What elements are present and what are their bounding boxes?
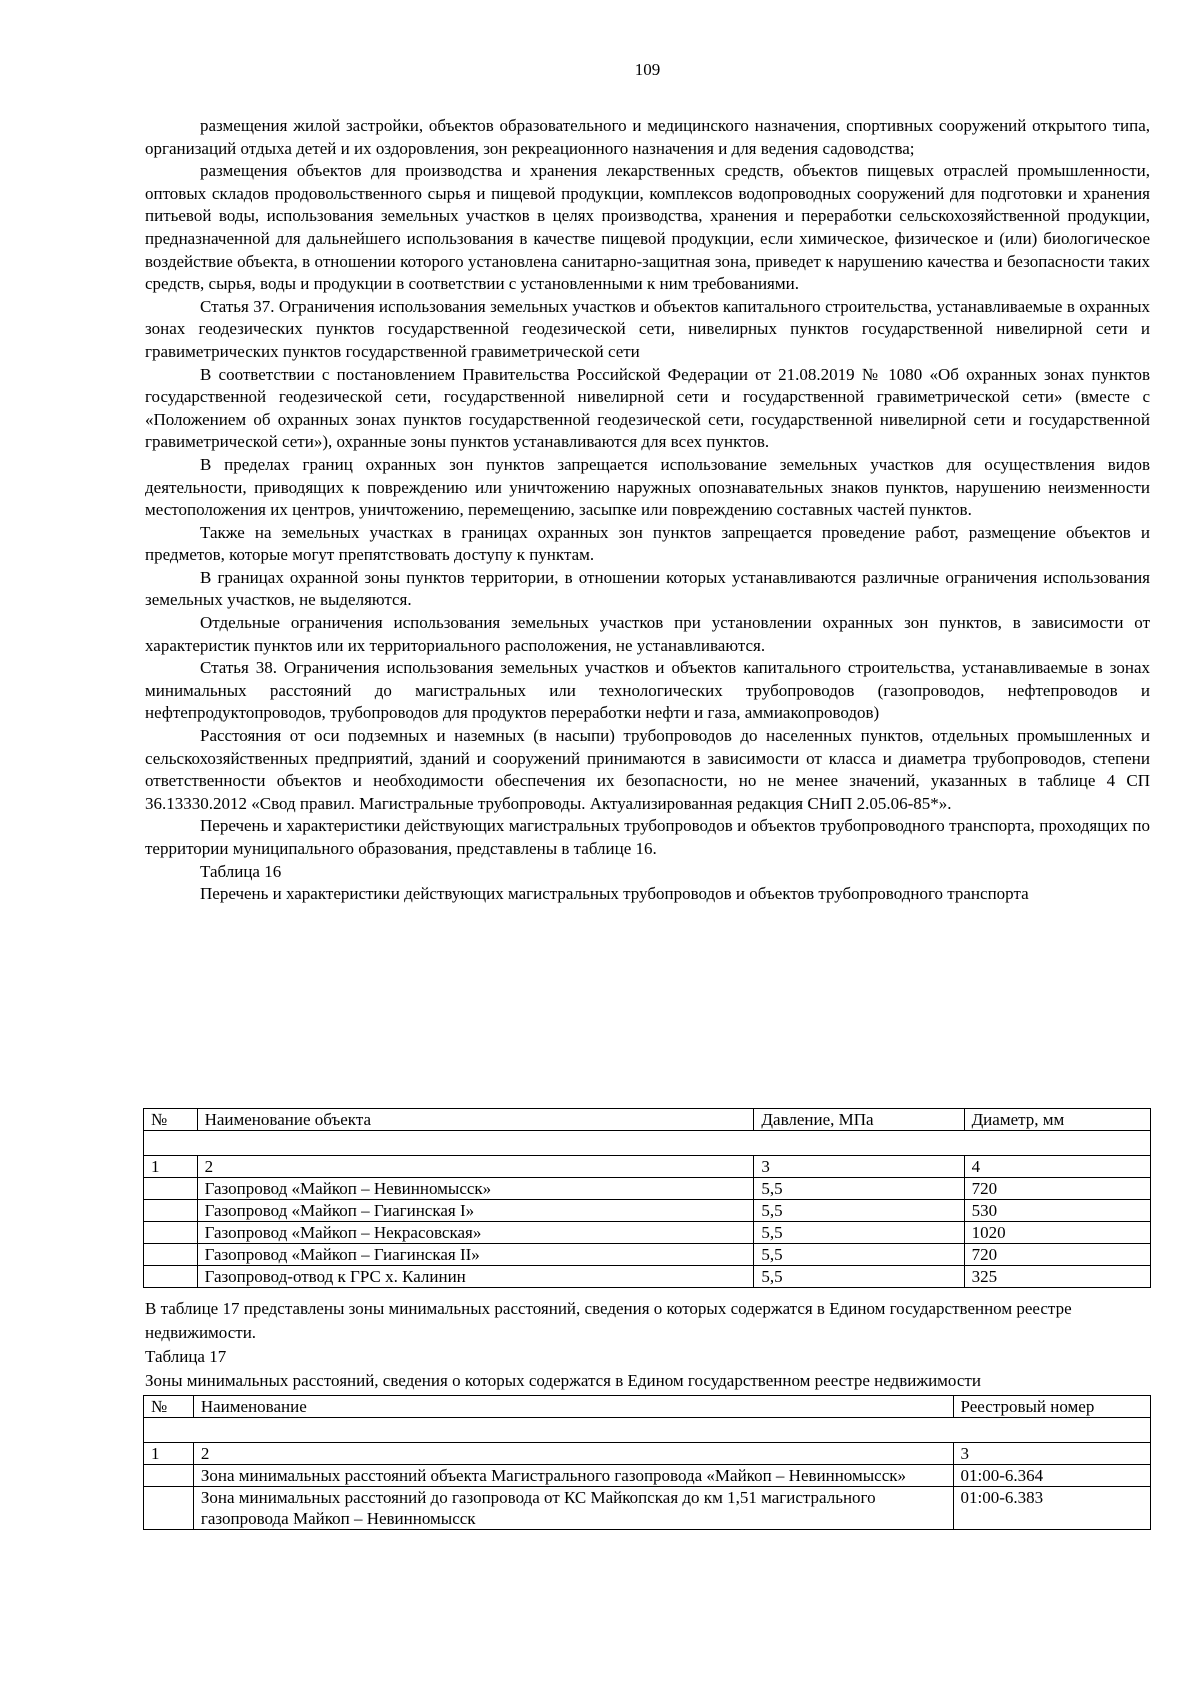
paragraph: Перечень и характеристики действующих магистральных трубопроводов и объектов трубопроводного транспорта, проходящих по территории муниципального образования, представлены в таблице 16. xyxy=(145,816,1150,858)
header-cell-number: № xyxy=(144,1109,198,1131)
pipeline-name: Газопровод «Майкоп – Некрасовская» xyxy=(197,1222,754,1244)
registry-number: 01:00-6.364 xyxy=(953,1465,1150,1487)
table-row xyxy=(144,1266,1151,1288)
text-between-tables xyxy=(145,1297,1150,1393)
paragraph: В соответствии с постановлением Правительства Российской Федерации от 21.08.2019 № 1080 «Об охранных зонах пунктов государственной геодезической сети, государственной нивелирной сети и государственной гравиметрической сети» (вместе с «Положением об охранных зонах пунктов государственной геодезической сети, государственной нивелирной сети и государственной гравиметрической сети»), охранные зоны пунктов устанавливаются для всех пунктов. xyxy=(145,364,1150,452)
pipeline-name: Газопровод «Майкоп – Невинномысск» xyxy=(197,1178,754,1200)
row-number xyxy=(144,1178,198,1200)
pipeline-name: Газопровод-отвод к ГРС х. Калинин xyxy=(197,1266,754,1288)
table-header-row xyxy=(144,1109,1151,1131)
article-38-heading: Статья 38. Ограничения использования земельных участков и объектов капитального строительства, устанавливаемые в зонах минимальных расстояний до магистральных или технологических трубопроводов (газопроводов, нефтепроводов и нефтепродуктопроводов, трубопроводов для продуктов переработки нефти и газа, аммиакопроводов) xyxy=(145,658,1150,723)
row-number xyxy=(144,1244,198,1266)
row-number xyxy=(144,1266,198,1288)
numbering-cell: 3 xyxy=(953,1443,1150,1465)
table-numbering-row xyxy=(144,1156,1151,1178)
numbering-cell: 3 xyxy=(754,1156,964,1178)
paragraph: В таблице 17 представлены зоны минимальных расстояний, сведения о которых содержатся в Едином государственном реестре недвижимости. xyxy=(145,1299,1072,1342)
zone-name: Зона минимальных расстояний объекта Магистрального газопровода «Майкоп – Невинномысск» xyxy=(193,1465,953,1487)
pipeline-name: Газопровод «Майкоп – Гиагинская II» xyxy=(197,1244,754,1266)
table-row xyxy=(144,1200,1151,1222)
table-numbering-row xyxy=(144,1443,1151,1465)
pipeline-diameter: 530 xyxy=(964,1200,1150,1222)
paragraph: В пределах границ охранных зон пунктов запрещается использование земельных участков для осуществления видов деятельности, приводящих к повреждению или уничтожению наружных опознавательных знаков пунктов, нарушению неизменности местоположения их центров, уничтожению, перемещению, засыпке или повреждению составных частей пунктов. xyxy=(145,454,1150,520)
article-37-heading: Статья 37. Ограничения использования земельных участков и объектов капитального строительства, устанавливаемые в охранных зонах геодезических пунктов государственной геодезической сети, нивелирных пунктов государственной нивелирной сети и гравиметрических пунктов государственной гравиметрической сети xyxy=(145,296,1150,361)
table-16-caption: Перечень и характеристики действующих магистральных трубопроводов и объектов трубопроводного транспорта xyxy=(200,884,1029,904)
registry-number: 01:00-6.383 xyxy=(953,1487,1150,1530)
pipeline-name: Газопровод «Майкоп – Гиагинская I» xyxy=(197,1200,754,1222)
zone-name: Зона минимальных расстояний до газопровода от КС Майкопская до км 1,51 магистрального газопровода Майкоп – Невинномысск xyxy=(193,1487,953,1530)
numbering-cell: 1 xyxy=(144,1443,194,1465)
body-text xyxy=(145,115,1150,906)
table-17 xyxy=(143,1395,1151,1530)
numbering-cell: 2 xyxy=(197,1156,754,1178)
table-spacer-row xyxy=(144,1131,1151,1156)
paragraph: В границах охранной зоны пунктов территории, в отношении которых устанавливаются различные ограничения использования земельных участков, не выделяются. xyxy=(145,567,1150,610)
row-number xyxy=(144,1222,198,1244)
pipeline-diameter: 1020 xyxy=(964,1222,1150,1244)
pipeline-pressure: 5,5 xyxy=(754,1178,964,1200)
table-17-caption: Зоны минимальных расстояний, сведения о которых содержатся в Едином государственном реестре недвижимости xyxy=(145,1371,981,1390)
table-row xyxy=(144,1465,1151,1487)
numbering-cell: 1 xyxy=(144,1156,198,1178)
header-cell-name: Наименование объекта xyxy=(197,1109,754,1131)
paragraph: Отдельные ограничения использования земельных участков при установлении охранных зон пунктов, в зависимости от характеристик пунктов или их территориального расположения, не устанавливаются. xyxy=(145,613,1150,655)
paragraph: размещения объектов для производства и хранения лекарственных средств, объектов пищевых отраслей промышленности, оптовых складов продовольственного сырья и пищевой продукции, комплексов водопроводных сооружений для подготовки и хранения питьевой воды, использования земельных участков в целях производства, хранения и переработки сельскохозяйственной продукции, предназначенной для дальнейшего использования в качестве пищевой продукции, если химическое, физическое и (или) биологическое воздействие объекта, в отношении которого установлена санитарно-защитная зона, приведет к нарушению качества и безопасности таких средств, сырья, воды и продукции в соответствии с установленными к ним требованиями. xyxy=(145,161,1150,294)
pipeline-pressure: 5,5 xyxy=(754,1200,964,1222)
table-header-row xyxy=(144,1396,1151,1418)
table-row xyxy=(144,1244,1151,1266)
pipeline-diameter: 720 xyxy=(964,1244,1150,1266)
paragraph: Расстояния от оси подземных и наземных (в насыпи) трубопроводов до населенных пунктов, отдельных промышленных и сельскохозяйственных предприятий, зданий и сооружений принимаются в зависимости от класса и диаметра трубопроводов, степени ответственности объектов и необходимости обеспечения их безопасности, но не менее значений, указанных в таблице 4 СП 36.13330.2012 «Свод правил. Магистральные трубопроводы. Актуализированная редакция СНиП 2.05.06-85*». xyxy=(145,726,1150,813)
table-row xyxy=(144,1487,1151,1530)
table-16 xyxy=(143,1108,1151,1288)
numbering-cell: 4 xyxy=(964,1156,1150,1178)
pipeline-diameter: 720 xyxy=(964,1178,1150,1200)
header-cell-registry-number: Реестровый номер xyxy=(953,1396,1150,1418)
table-17-label: Таблица 17 xyxy=(145,1347,227,1366)
table-row xyxy=(144,1178,1151,1200)
row-number xyxy=(144,1487,194,1530)
table-16-label: Таблица 16 xyxy=(200,861,282,881)
numbering-cell: 2 xyxy=(193,1443,953,1465)
paragraph: размещения жилой застройки, объектов образовательного и медицинского назначения, спортивных сооружений открытого типа, организаций отдыха детей и их оздоровления, зон рекреационного назначения и для ведения садоводства; xyxy=(145,116,1150,158)
header-cell-diameter: Диаметр, мм xyxy=(964,1109,1150,1131)
pipeline-pressure: 5,5 xyxy=(754,1266,964,1288)
table-row xyxy=(144,1222,1151,1244)
paragraph: Также на земельных участках в границах охранных зон пунктов запрещается проведение работ, размещение объектов и предметов, которые могут препятствовать доступу к пунктам. xyxy=(145,522,1150,565)
row-number xyxy=(144,1465,194,1487)
page-number: 109 xyxy=(634,60,661,79)
pipeline-pressure: 5,5 xyxy=(754,1244,964,1266)
table-spacer-row xyxy=(144,1418,1151,1443)
header-cell-name: Наименование xyxy=(193,1396,953,1418)
header-cell-number: № xyxy=(144,1396,194,1418)
pipeline-pressure: 5,5 xyxy=(754,1222,964,1244)
pipeline-diameter: 325 xyxy=(964,1266,1150,1288)
row-number xyxy=(144,1200,198,1222)
header-cell-pressure: Давление, МПа xyxy=(754,1109,964,1131)
